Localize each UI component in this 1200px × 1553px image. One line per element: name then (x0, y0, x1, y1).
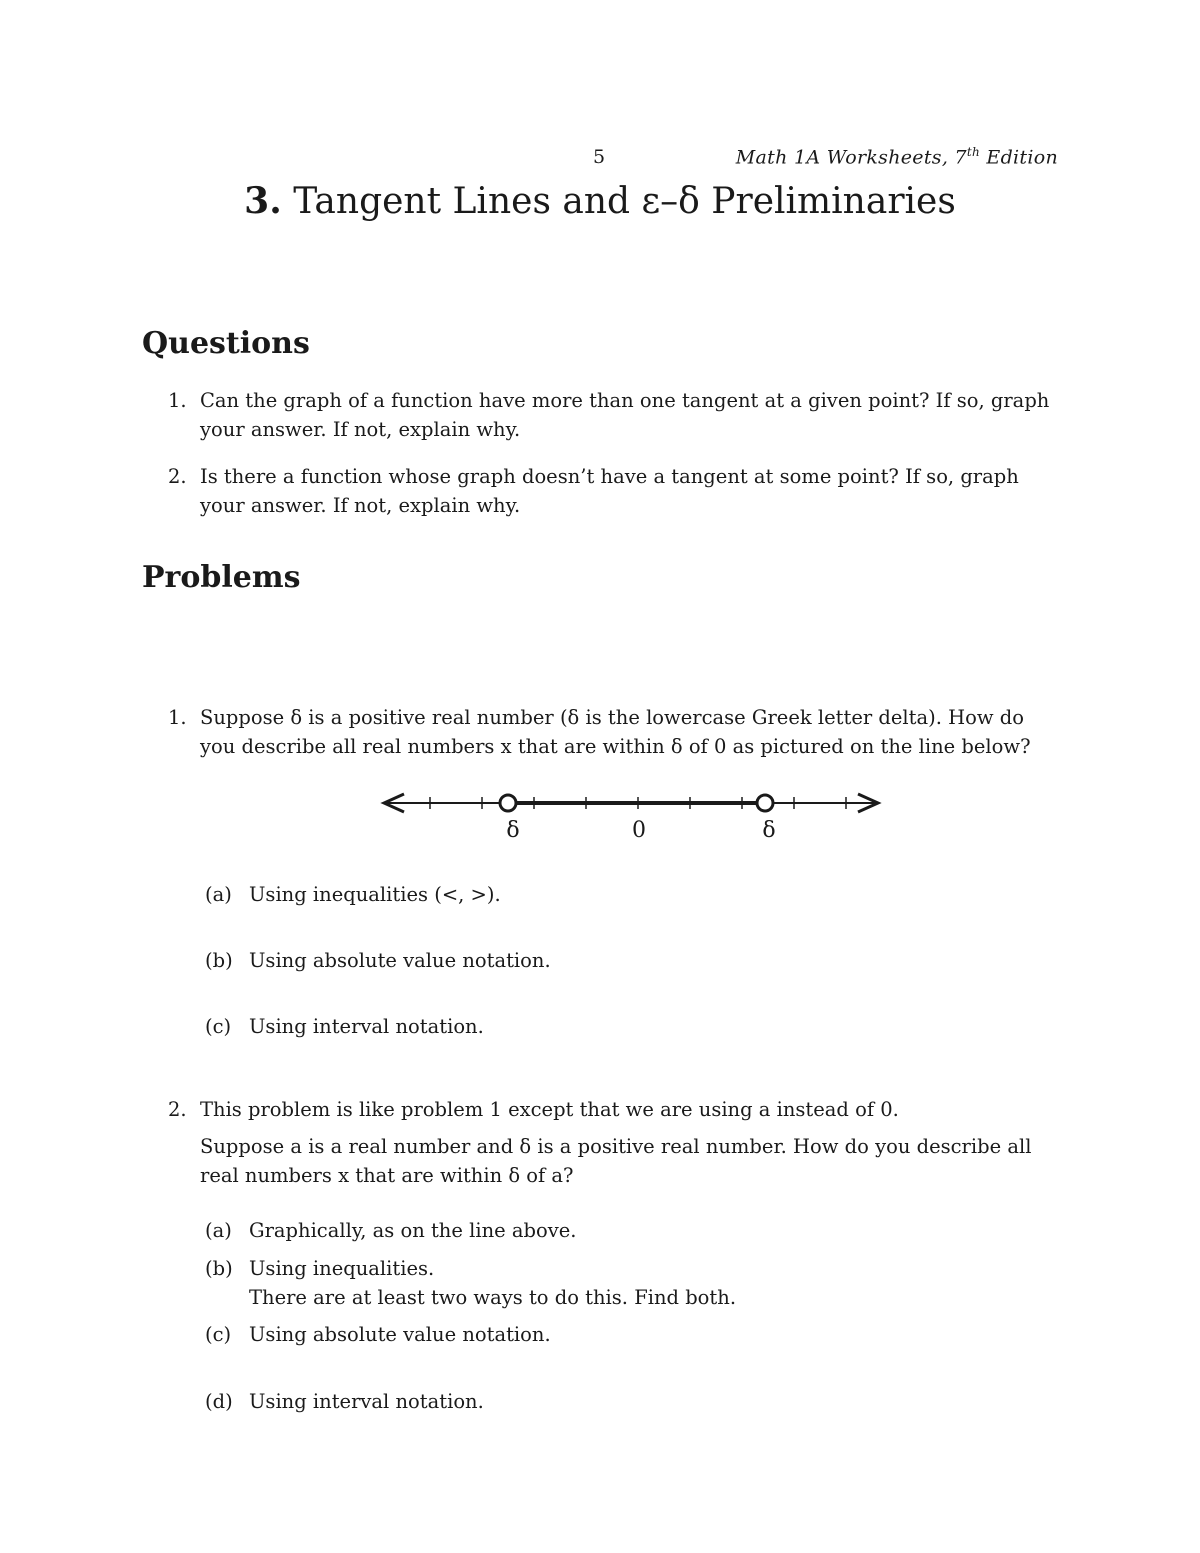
question-text-line: Is there a function whose graph doesn’t have a tangent at some point? If so, graph (200, 465, 1019, 488)
questions-heading: Questions (142, 326, 310, 361)
question-text-line: your answer. If not, explain why. (200, 418, 521, 441)
section-number: 3. (244, 180, 282, 222)
part-text: Using inequalities. (249, 1257, 435, 1280)
question-item (142, 386, 1058, 444)
running-head-suffix: Edition (980, 146, 1058, 169)
problem-text-line: you describe all real numbers x that are within δ of 0 as pictured on the line below? (200, 735, 1031, 758)
problem-text-line: This problem is like problem 1 except that we are using a instead of 0. (200, 1098, 899, 1121)
part-label: (d) (205, 1390, 233, 1413)
problem-number: 1. (168, 706, 187, 729)
section-title: Tangent Lines and ε–δ Preliminaries (293, 181, 956, 222)
part-label: (a) (205, 1219, 232, 1242)
problem-text-line: Suppose a is a real number and δ is a positive real number. How do you describe all (200, 1135, 1032, 1158)
part-label: (a) (205, 883, 232, 906)
part-label: (b) (205, 949, 233, 972)
part-text-continuation: There are at least two ways to do this. Find both. (249, 1286, 737, 1309)
question-text-line: your answer. If not, explain why. (200, 494, 521, 517)
question-item (142, 462, 1058, 520)
part-text: Using absolute value notation. (249, 949, 551, 972)
problem-part (205, 880, 501, 909)
left-endpoint-label: δ (506, 818, 520, 843)
part-label: (c) (205, 1323, 232, 1346)
problem-part (205, 1387, 484, 1416)
page-number: 5 (593, 146, 606, 168)
problem-part (205, 1216, 576, 1245)
question-number: 1. (168, 389, 187, 412)
problem-item (142, 703, 1058, 761)
part-text: Using interval notation. (249, 1015, 484, 1038)
running-head-superscript: th (966, 145, 981, 159)
running-head (736, 145, 1058, 168)
page-title (0, 180, 1200, 222)
problem-part (205, 1254, 736, 1312)
left-open-endpoint (500, 795, 516, 811)
center-label: 0 (632, 818, 646, 843)
right-endpoint-label: δ (762, 818, 776, 843)
number-line-diagram (0, 780, 1200, 850)
part-text: Using interval notation. (249, 1390, 484, 1413)
question-text-line: Can the graph of a function have more than one tangent at a given point? If so, graph (200, 389, 1050, 412)
problem-number: 2. (168, 1098, 187, 1121)
part-text: Using absolute value notation. (249, 1323, 551, 1346)
part-label: (c) (205, 1015, 232, 1038)
problem-part (205, 1320, 551, 1349)
question-number: 2. (168, 465, 187, 488)
problem-text-line: Suppose δ is a positive real number (δ is the lowercase Greek letter delta). How do (200, 706, 1024, 729)
problem-part (205, 1012, 484, 1041)
part-text: Using inequalities (<, >). (249, 883, 501, 906)
problem-text-line: real numbers x that are within δ of a? (200, 1164, 574, 1187)
part-text: Graphically, as on the line above. (249, 1219, 577, 1242)
part-label: (b) (205, 1257, 233, 1280)
problem-part (205, 946, 551, 975)
problem-item (142, 1095, 1058, 1190)
right-open-endpoint (757, 795, 773, 811)
problems-heading: Problems (142, 560, 301, 595)
running-head-prefix: Math 1A Worksheets, 7 (735, 146, 967, 169)
